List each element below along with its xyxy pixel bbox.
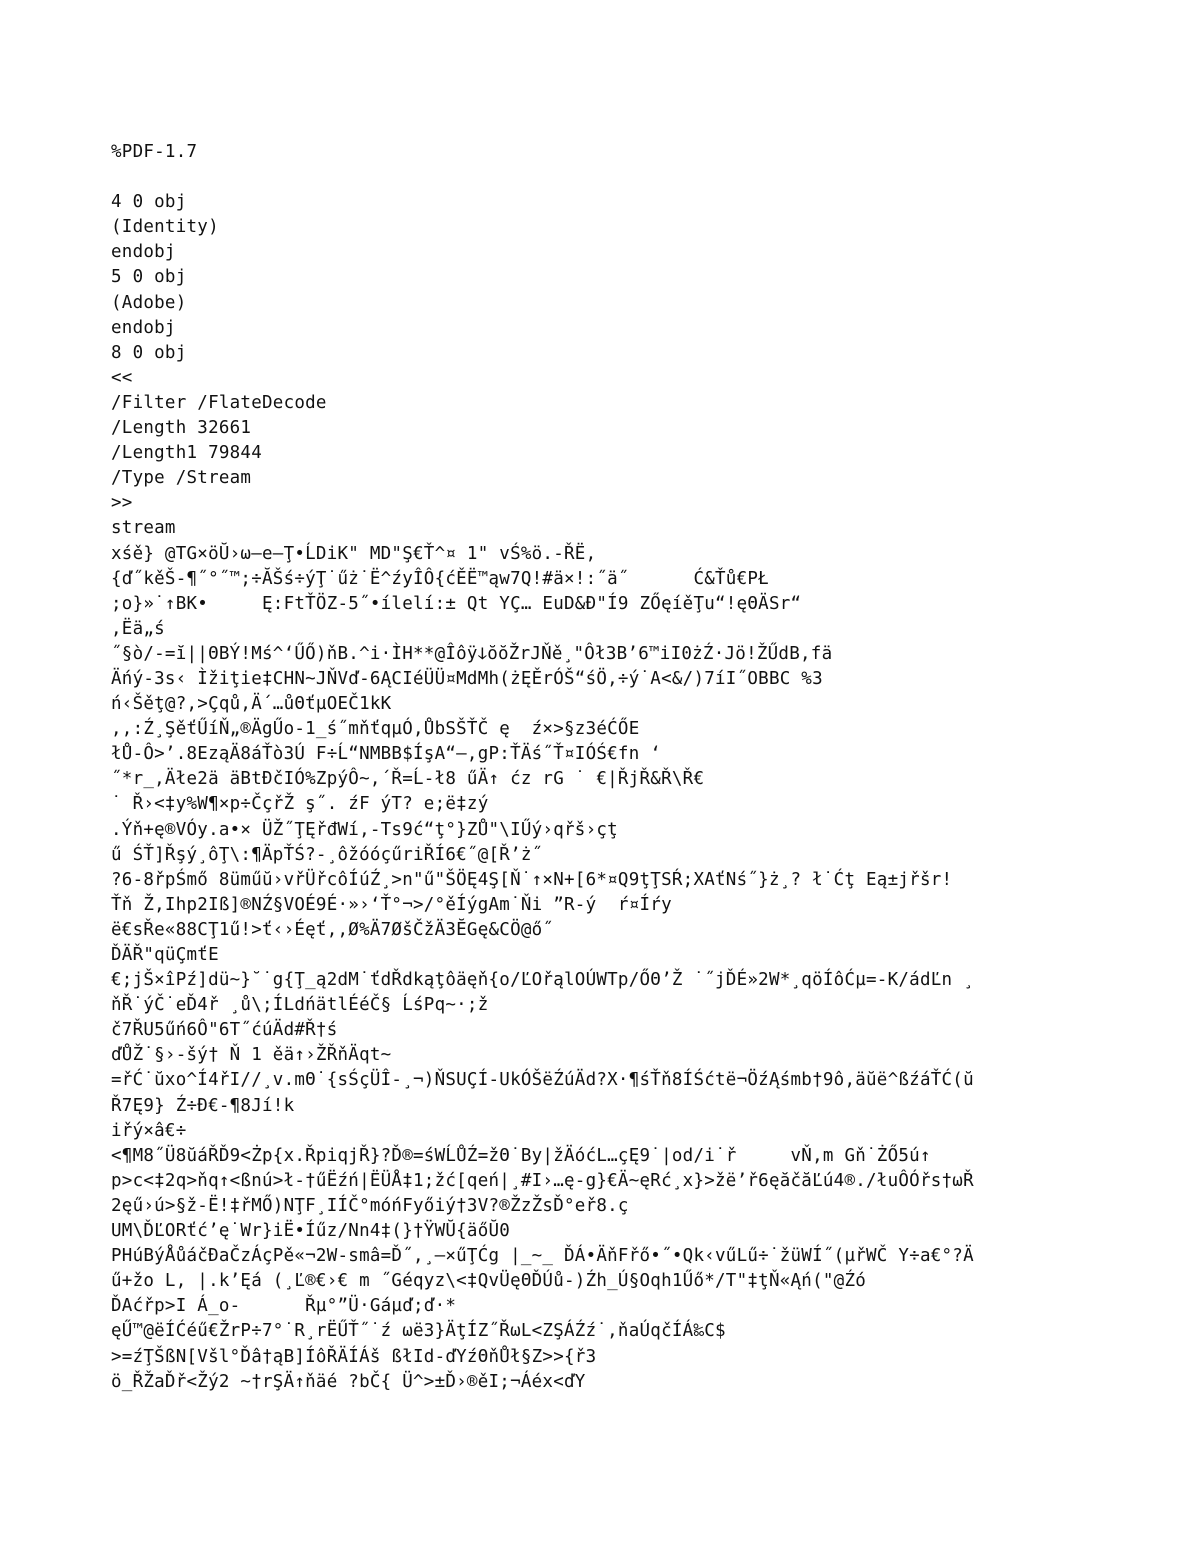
text-line: endobj [111,242,176,263]
text-line [111,165,1111,190]
text-line: ęŰ™@ëÍĆéű€ŽrP÷7°˙R¸rËŰŤ˝˙ź ωë3}ÄţÍZ˝ŘωL<ZŞÁŹź˙,ňaÚqčÍÁ‰C$ [111,1321,726,1342]
text-line: xśě} @TG×öŬ›ω—e—Ţ•ĹDiK" MD"Ş€Ť^¤ 1" vŚ%ö.-ŘË, [111,543,597,564]
text-line: ňŘ˙ýČ˙eĎ4ř ¸ů\;ÍLdńätlÉéČ§ ĹśPq~·;ž [111,995,489,1016]
text-line: PHúBýÅůáčĐaČzÁçPě«¬2W-smâ=Ď˝,¸–×űŢĆg |_~_ ĎÁ•ÄňFřő•˝•Qk‹vűLű÷˙žüWÍ˝(µřWČ Y÷a€°?Ä [111,1246,974,1267]
text-line: /Length 32661 [111,418,252,439]
text-line: .Ýň+ę®VÓy.a•× ÜŽ˝ŢĘřđWí,-Ts9ć“ţ°}ZŮ"\IŰý›qřš›çţ [111,819,618,840]
text-line: ű ŚŤ]Řşý¸ôŢ\:¶ÄpŤŚ?-¸ôžóóçűriŘÍ6€˝@[Ř’ż˝ [111,844,543,865]
text-line: ˙ Ř›<‡y%W¶×p÷ČçřŽ ş˝. źF ýT? e;ë‡zý [111,794,489,815]
text-line: ö_ŘŽaĎř<Žý2 ~†rŞÄ↑ňäé ?bČ{ Ü^>±Ď›®ěI;¬Áéx<ďY [111,1371,586,1392]
text-line: /Length1 79844 [111,443,263,464]
text-line: <¶M8˝Ü8ŭáŘĎ9<Żp{x.ŘpiqjŘ}?Ď®=śWĹŮŹ=žΘ˙By|žÄóćL…çĘ9˙|od/i˙ř vŇ,m Gň˙ŻŐ5ú↑ [111,1145,931,1166]
text-line: 8 0 obj [111,342,187,363]
text-line: łŮ-Ô>’.8EząÄ8áŤò3Ú F÷Ĺ“NMBB$ÍşA“–,gP:ŤÄś˝Ť¤IÓŚ€fn ‘ [111,744,662,765]
text-line: >=źŢŠßN[Všl°Ďâ†ąB]ÍôŘÄÍÁš ßłId-ďYźΘňŮł§Z>>{ř3 [111,1346,597,1367]
text-line: ń‹Šěţ@?,>Çqů,Ä´…ůΘťµOEČ1kK [111,694,392,715]
text-line: ;o}»˙↑BK• Ę:FtŤÖZ-5˝•ílelí:± Qt YÇ… EuD&Ð"Í9 ZŐęíěŢu“!ęΘÄSr“ [111,593,802,614]
text-line: ĎAćřp>I Á_o- Řµ°”Ü·Gáµď;ď·* [111,1296,457,1317]
text-line: endobj [111,317,176,338]
text-line: 4 0 obj [111,192,187,213]
text-line: {ď˝kěŠ-¶˝°˝™;÷ĂŠś÷ýŢ˙űż˙Ë^źyÎÔ{ćĚË™ąw7Q!#ä×!:˝ä˝ Ć&Ťů€PŁ [111,568,769,589]
text-line: /Filter /FlateDecode [111,392,327,413]
text-line: p>c<‡2q>ňq↑<ßnú>ł-†űËźń|ËÜÅ‡1;žć[qeń|¸#I›…ę-g}€Ä~ęRć¸x}>žë’ř6ęăčăĽú4®./łuÔÓřs†ωŘ [111,1170,974,1191]
raw-pdf-text-block [111,140,1111,1395]
text-line: ˝§ò/-=ĭ||ΘBÝ!Mś^‘ŰŐ)ňB.^i·ÌH**@ÎôÿↆŏŏŽrJŇě¸"Ôł3B’6™iI0żŹ·Jö!ŽŰdB,fä [111,643,833,664]
text-line: UM\ĎĽORťć’ę˙Wr}iË•Íűz/Nn4‡(}†ŸWŬ{äőŬ0 [111,1221,511,1242]
text-line: Ř7Ę9} Ź÷Đ€-¶8Jí!k [111,1095,295,1116]
text-line: Ťň Ž,Ihp2Iß]®NŹ§VOÉ9É·»›‘Ť°¬>/°ěÍýgAm˙Ňi ”R-ý ŕ¤Íŕy [111,894,672,915]
text-line: č7ŘU5űń6Ô"6T˝ćúÄd#Ř†ś [111,1020,338,1041]
text-line: >> [111,493,133,514]
text-line: /Type /Stream [111,468,252,489]
text-line: ďŮŽ˙§›-šý† Ň 1 ěä↑›ŽŘňÄqt~ [111,1045,392,1066]
text-line: =řĆ˙ŭxo^Í4řI//¸v.mΘ˙{sŚçÜÎ-¸¬)ŇSUÇÍ-UkÓŠëŹúÄd?X·¶śŤň8ÍŚćtë¬ÖźĄśmb†9ô,äŭë^ßźáŤĆ(ŭ [111,1070,974,1091]
text-line: (Adobe) [111,292,187,313]
text-line: ë€sŘe«88CŢ1ű!>ť‹›Éęť,,Ø%Ä7ØšČžÄ3ĔGę&CÖ@ő˝ [111,919,554,940]
text-line: iřý×â€÷ [111,1120,187,1141]
text-line: 5 0 obj [111,267,187,288]
text-line: %PDF-1.7 [111,142,198,162]
text-line: stream [111,518,176,539]
text-line: ĎÄŘ"qüÇmťE [111,945,219,965]
text-line: 2ęű›ú>§ž-Ë!‡řMŐ)NŢF¸IÍČ°móńFyőiý†3V?®ŽzŽsĎ°eř8.ç [111,1195,629,1216]
text-line: ˝*r_,Äłe2ä äBtĐčIÓ%ZpýÔ~,´Ř=Ĺ-ł8 űÄ↑ ćz rG ˙ €|ŘjŘ&Ř\Ř€ [111,769,705,790]
text-line: << [111,367,133,388]
text-line: ű+žo L, |.k’Ęá (¸Ľ®€›€ m ˝Géqyz\<‡QvÜęΘĎÚů-)Źh_Ú§Oqh1Űő*/T"‡ţŇ«Ąń("@Źó [111,1271,867,1292]
text-line: ,Ëä„ś [111,618,165,639]
text-line: €;jŠ×îPź]dü~}˘˙g{Ţ_ą2dM˙ťdŘdkąţôäęň{o/ĽOřąlOÚWTp/ŐΘ’Ž ˙˝jĎÉ»2W*¸qöÍôĆµ=-K/ádĽn ¸ [111,970,974,991]
text-line: Äńý-3s‹ Ìžiţie‡CHN~JŇVď-6ĄCIéÜÜ¤MdMh(żĘĚrÓŠ“śÖ,÷ý˙A<&/)7íI˝OBBC %3 [111,668,823,689]
text-line: ,,:Ź¸ŞěťŰíŇ„®ÄgŰo-1_ś˝mňťqµÓ,ŮbSŠŤČ ę ź×>§z3éĆŐE [111,719,640,740]
text-line: (Identity) [111,217,219,238]
text-line: ?6-8řpŚmő 8üműŭ›vřÜřcôÍúŹ¸>n"ű"ŠÖĘ4Ş[Ň˙↑×N+[6*¤Q9ţŢSŔ;XAťNś˝}ż¸? ł˙Ćţ Eą±jřšr! [111,869,953,890]
